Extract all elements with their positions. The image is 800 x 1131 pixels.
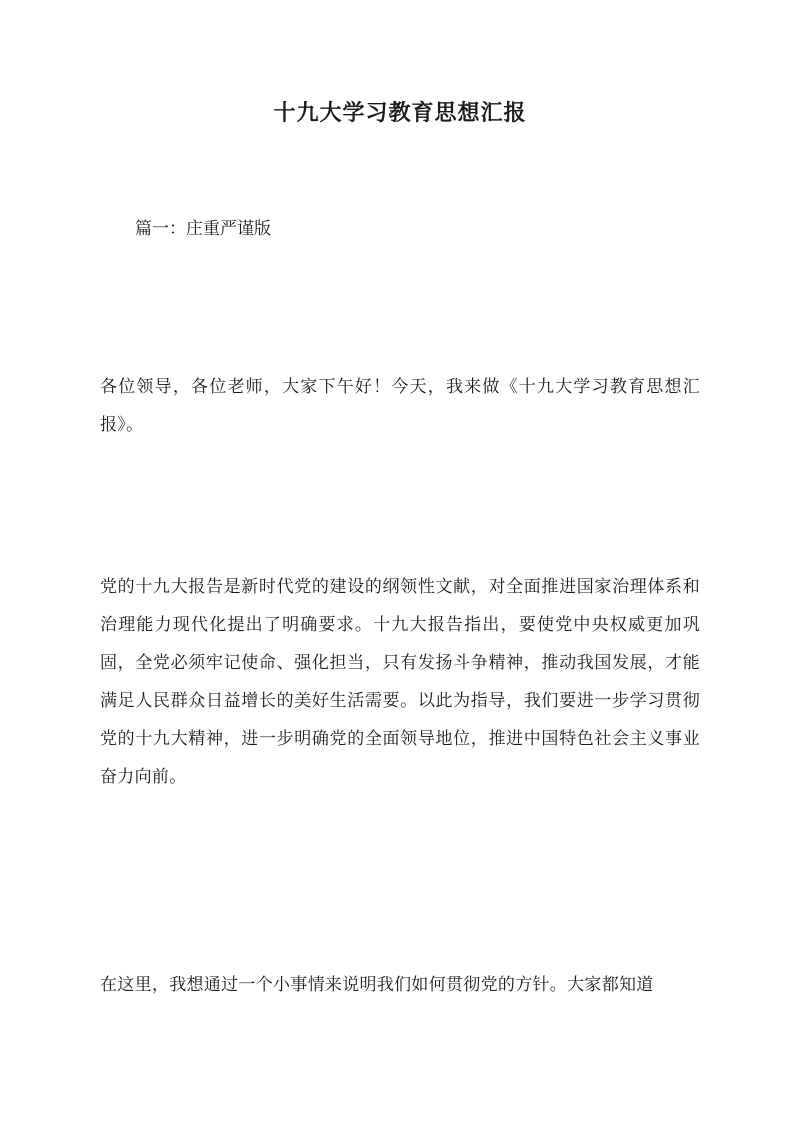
- paragraph-report-summary: 党的十九大报告是新时代党的建设的纲领性文献，对全面推进国家治理体系和治理能力现代化提出了明确要求。十九大报告指出，要使党中央权威更加巩固，全党必须牢记使命、强化担当，只有发扬斗争精神，推动我国发展，才能满足人民群众日益增长的美好生活需要。以此为指导，我们要进一步学习贯彻党的十九大精神，进一步明确党的全面领导地位，推进中国特色社会主义事业奋力向前。: [100, 577, 700, 787]
- paragraph-greeting: 各位领导，各位老师，大家下午好！今天，我来做《十九大学习教育思想汇报》。: [100, 377, 700, 435]
- paragraph-example-intro: 在这里，我想通过一个小事情来说明我们如何贯彻党的方针。大家都知道: [100, 975, 654, 995]
- document-subtitle: 篇一：庄重严谨版: [135, 219, 271, 239]
- document-title: 十九大学习教育思想汇报: [273, 100, 527, 126]
